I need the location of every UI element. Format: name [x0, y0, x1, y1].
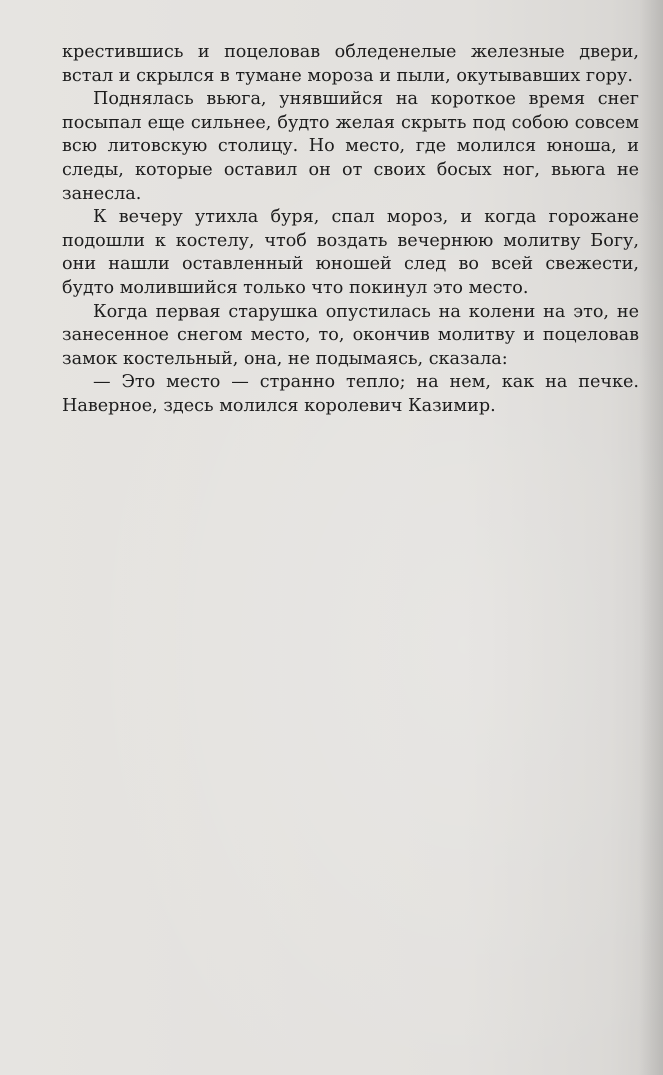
- paragraph-evening: К вечеру утихла буря, спал мороз, и когда горожане подошли к костелу, чтоб воздать вечернюю молитву Богу, они нашли оставленный юношей след во всей свежести, будто молившийся только что покинул это место.: [62, 207, 639, 298]
- paragraph-continuation: крестившись и поцеловав обледенелые железные двери, встал и скрылся в тумане мороза и пыли, окутывавших гору.: [62, 42, 639, 86]
- paragraph-old-woman: Когда первая старушка опустилась на колени на это, не занесенное снегом место, то, окончив молитву и поцеловав замок костельный, она, не подымаясь, сказала:: [62, 301, 639, 369]
- paragraph-blizzard: Поднялась вьюга, унявшийся на короткое время снег посыпал еще сильнее, будто желая скрыть под собою совсем всю литовскую столицу. Но место, где молился юноша, и следы, которые оставил он от своих босых ног, вьюга не занесла.: [62, 89, 639, 204]
- page-edge-shadow: [639, 0, 663, 1075]
- page-text: [62, 41, 639, 419]
- paragraph-quote: — Это место — странно тепло; на нем, как на печке. Наверное, здесь молился королевич Казимир.: [62, 372, 639, 416]
